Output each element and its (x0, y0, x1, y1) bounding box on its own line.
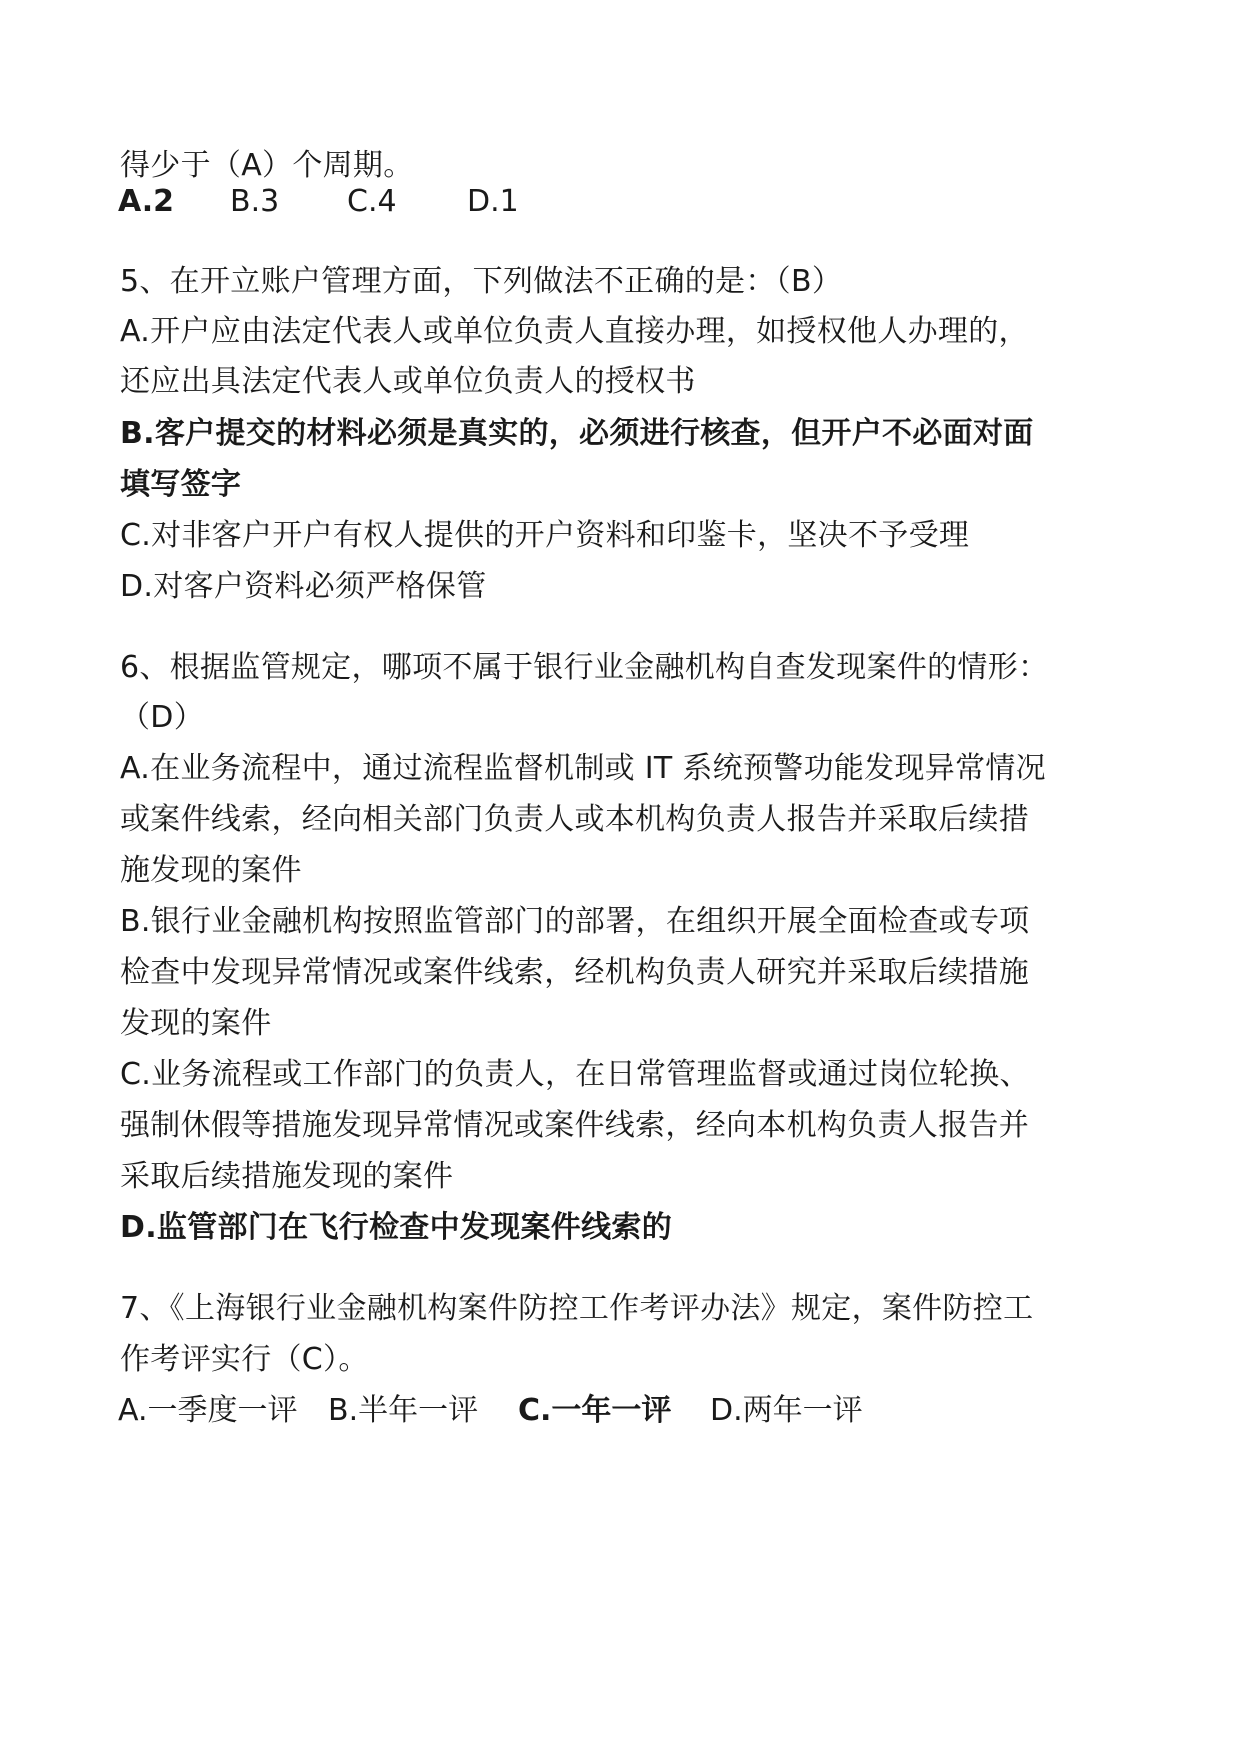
q6-option-a-line1: A.在业务流程中，通过流程监督机制或 IT 系统预警功能发现异常情况 (120, 751, 1046, 786)
q6-option-c-line1: C.业务流程或工作部门的负责人，在日常管理监督或通过岗位轮换、 (120, 1057, 1030, 1092)
q4-option-d: D.1 (467, 184, 519, 219)
q7-option-c-correct: C.一年一评 (518, 1393, 672, 1428)
q6-option-a-line3: 施发现的案件 (120, 853, 302, 888)
q6-option-b-line1: B.银行业金融机构按照监管部门的部署，在组织开展全面检查或专项 (120, 904, 1030, 939)
q7-question-line2: 作考评实行（C）。 (120, 1342, 369, 1377)
q5-option-d: D.对客户资料必须严格保管 (120, 569, 487, 604)
q6-question-line1: 6、根据监管规定，哪项不属于银行业金融机构自查发现案件的情形： (120, 650, 1049, 685)
q5-question: 5、在开立账户管理方面，下列做法不正确的是：（B） (120, 264, 843, 299)
q5-option-a-line1: A.开户应由法定代表人或单位负责人直接办理，如授权他人办理的， (120, 314, 1029, 349)
q4-option-b: B.3 (230, 184, 280, 219)
q6-option-b-line2: 检查中发现异常情况或案件线索，经机构负责人研究并采取后续措施 (120, 955, 1029, 990)
q4-option-c: C.4 (347, 184, 397, 219)
q4-tail-text: 得少于（A）个周期。 (120, 148, 414, 183)
q6-question-line2: （D） (120, 700, 205, 735)
q7-option-a: A.一季度一评 (118, 1393, 298, 1428)
q5-option-a-line2: 还应出具法定代表人或单位负责人的授权书 (120, 364, 696, 399)
q7-option-b: B.半年一评 (328, 1393, 479, 1428)
q6-option-b-line3: 发现的案件 (120, 1006, 272, 1041)
q6-option-c-line2: 强制休假等措施发现异常情况或案件线索，经向本机构负责人报告并 (120, 1108, 1029, 1143)
q4-option-a-correct: A.2 (118, 184, 175, 219)
q6-option-a-line2: 或案件线索，经向相关部门负责人或本机构负责人报告并采取后续措 (120, 802, 1029, 837)
q7-question-line1: 7、《上海银行业金融机构案件防控工作考评办法》规定，案件防控工 (120, 1291, 1034, 1326)
q6-option-d-correct: D.监管部门在飞行检查中发现案件线索的 (120, 1210, 672, 1245)
q5-option-b-correct-line1: B.客户提交的材料必须是真实的，必须进行核查，但开户不必面对面 (120, 416, 1034, 451)
q6-option-c-line3: 采取后续措施发现的案件 (120, 1159, 454, 1194)
q7-option-d: D.两年一评 (710, 1393, 863, 1428)
q5-option-c: C.对非客户开户有权人提供的开户资料和印鉴卡，坚决不予受理 (120, 518, 970, 553)
q5-option-b-correct-line2: 填写签字 (120, 467, 242, 502)
